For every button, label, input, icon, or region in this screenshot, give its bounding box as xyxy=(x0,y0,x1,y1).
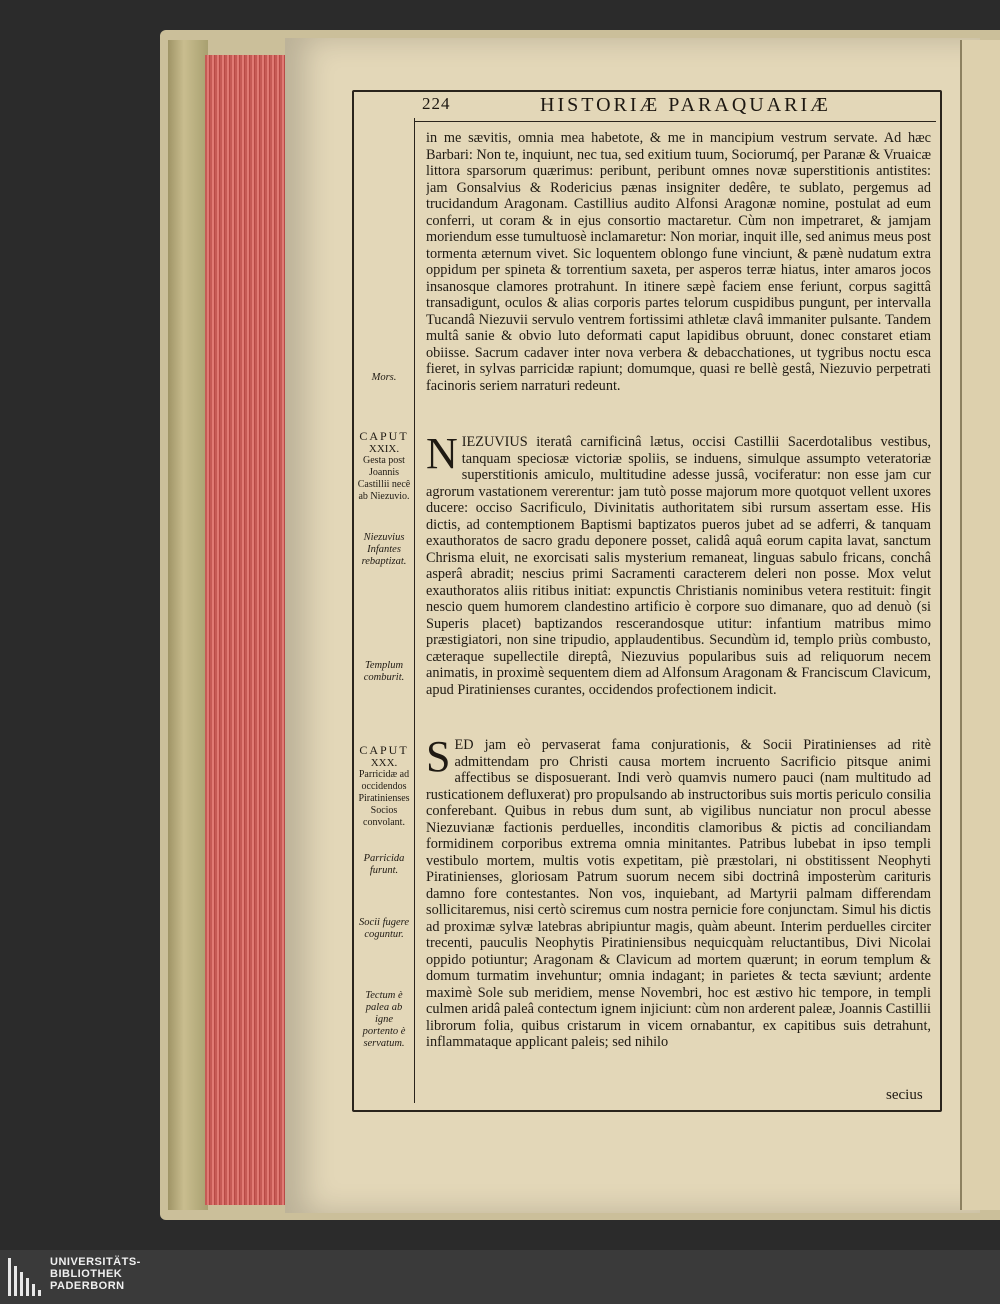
margin-note-mors: Mors. xyxy=(371,372,397,383)
caput-description: Gesta post Joannis Castillii necê ab Niezuvio. xyxy=(357,455,411,502)
paragraph-2 xyxy=(426,434,931,725)
margin-caput-30 xyxy=(356,744,412,829)
library-name-line-3: PADERBORN xyxy=(50,1280,125,1292)
drop-cap: N xyxy=(426,434,458,478)
caput-label: CAPUT xyxy=(359,743,409,757)
library-footer xyxy=(0,1250,1000,1304)
margin-note-niezuvius: Niezuvius Infantes rebaptizat. xyxy=(361,532,407,567)
margin-note-parricida: Parricida furunt. xyxy=(363,853,405,876)
page-number: 224 xyxy=(422,94,451,113)
caput-number: XXX. xyxy=(370,757,398,769)
caput-label: CAPUT xyxy=(359,429,409,443)
page-edges xyxy=(205,55,285,1205)
paragraph-3-text: ED jam eò pervaserat fama conjurationis, & Socii Piratinienses ad ritè admittendam pro Christi causa mortem incruento Sacrificio pitsque animi affectibus se disposuerant. Indi verò quamvis numero pauci (nam multitudo ad rusticationem defluxerat) pro propulsando ab instructoribus suis mortis periculo consilia conferebant. Quibus in rebus dum sunt, ab vigilibus nunciatur non procul abesse Niezuvianæ factionis perduelles, inconditis clamoribus & pictis ad conciliandam formidinem corporibus extrema omnia minitantes. Patribus lubebat in ipso templi vestibulo mortem, multis votis expetitam, piè præstolari, ni obstitissent Neophyti Piratinienses, gloriosam Patrum suorum necem sibi doctrinâ imposterùm carituris damno fore contestantes. Non vos, inquiebant, ad Martyrii palmam differendam sollicitaremus, nisi certò sciremus cum nostra pernicie fore conjunctam. Simul his dictis ad proximæ sylvæ latebras abripiuntur magis, quàm abeunt. Interim perduelles circiter trecenti, pauculis Neophytis Piratiniensibus nequicquàm reluctantibus, Divi Nicolai oppido potiuntur; Aragonam & Clavicum ad mortem quærunt; in eorum templum & domum turmatim invehuntur; omnia indagant; in parietes & tecta sæviunt; ardente maximè Sole sub meridiem, mense Novembri, hoc est æstivo hic tempore, in templi culmen aridâ paleâ contectum ignem injiciunt: cùm non arderent paleæ, Joannis Castillii librorum folia, quibus cristarum in vicem ornabantur, ex capitibus suis detrahunt, inflammataque applicant paleis; sed nihilo xyxy=(426,737,931,1050)
margin-caput-29 xyxy=(356,430,412,503)
running-head: HISTORIÆ PARAQUARIÆ xyxy=(540,94,831,116)
library-name xyxy=(50,1256,141,1292)
page-header xyxy=(422,94,934,120)
catchword: secius xyxy=(886,1087,923,1103)
margin-note-socii: Socii fugere coguntur. xyxy=(358,917,410,940)
book-spine xyxy=(168,40,208,1210)
paragraph-3 xyxy=(426,737,931,1067)
paragraph-1: in me sævitis, omnia mea habetote, & me in mancipium vestrum servate. Ad hæc Barbari: Non te, inquiunt, nec tua, sed exitium tuum, Sociorumq́, per Paranæ & Vruaicæ littora sparsorum quærimus: peribunt, peribunt omnes novæ superstitionis antistites: jam Gonsalvius & Rodericius pænas insigniter dedêre, te sublato, pergemus ad trucidandum Aragonam. Castillius audito Alfonsi Aragonæ nomine, postulat ad eum conferri, ut coram & in ejus consortio mactaretur. Cùm non impetraret, & jamjam moriendum esse tumultuosè inclamaretur: Non moriar, inquit ille, sed animus meus post tormenta æternum vivet. Sic loquentem oblongo fune vinciunt, & pænè nudatum extra oppidum per spineta & torrentium saxeta, per asperos terræ hiatus, inter amaros jocos insanosque clamores protrahunt. In itinere sæpè faciem ense feriunt, corpus sagittâ transadigunt, oculos & alias corporis partes telorum cuspidibus pungunt, per intervalla Tucandâ Niezuvii servulo ventrem fortissimi athletæ clavâ immaniter pulsante. Tandem multâ sanie & obvio luto deformati caput lapidibus obruunt, donec constaret etiam obiisse. Sacrum cadaver inter nova verbera & debacchationes, ut tygribus noctu esca fieret, in sylvas parricidæ rapiunt; domumque, quasi re bellè gestâ, Niezuvio perpetrati facinoris seriem narraturi redeunt. xyxy=(426,130,931,394)
library-logo-icon xyxy=(8,1258,44,1296)
library-name-line-2: BIBLIOTHEK xyxy=(50,1268,123,1280)
caput-description: Parricidæ ad occidendos Piratinienses Socios convolant. xyxy=(358,769,410,828)
main-text xyxy=(426,130,931,1067)
margin-divider xyxy=(414,118,415,1103)
caput-number: XXIX. xyxy=(368,443,400,455)
header-rule xyxy=(414,121,936,122)
drop-cap: S xyxy=(426,737,451,781)
paragraph-2-text: IEZUVIUS iteratâ carnificinâ lætus, occisi Castillii Sacerdotalibus vestibus, tanquam speciosæ victoriæ spoliis, se induens, simulque assumpto veteratoriæ superstitionis amiculo, multitudine adesse jussâ, vociferatur: non esse jam cur agrorum vastationem vererentur: jam tutò posse majorum more quotquot vellent uxores ducere: occiso Sacrificulo, Divinitatis authoritatem sibi rursum assertam esse. His dictis, ad contemptionem Baptismi baptizatos pueros jubet ad se adferri, & tanquam exauthoratos de sacro gradu deponere posset, calidâ aquâ eorum capita lavat, sanctum Chrisma eluit, ne exorcisati salis mysterium remaneat, linguas sabulo fricans, conchâ asperâ abradit; nescius primi Sacramenti caracterem deleri non posse. Mox velut exauthoratos aliis ritibus initiat: expunctis Christianis nominibus vetera restituit: fingit nescio quem humorem clandestino artificio è corpore suo dimanare, quo ad denuò (si Superis placet) baptizandos rescerandosque utitur: infantium matribus mimo præstigiatori, non sine tripudio, applaudentibus. Secundùm id, templo priùs combusto, cæteraque supellectile direptâ, Niezuvius popularibus suis ad reliquorum necem animatis, in proximè sequentem diem ad Alfonsum Aragonam & Franciscum Clavicum, apud Piratinienses curantes, occidendos profectionem indicit. xyxy=(426,434,931,698)
facing-page-edge xyxy=(960,40,1000,1210)
margin-note-tectum: Tectum è palea ab igne portento è servatum. xyxy=(362,990,406,1049)
margin-note-templum: Templum comburit. xyxy=(363,660,405,683)
library-name-line-1: UNIVERSITÄTS- xyxy=(50,1256,141,1268)
